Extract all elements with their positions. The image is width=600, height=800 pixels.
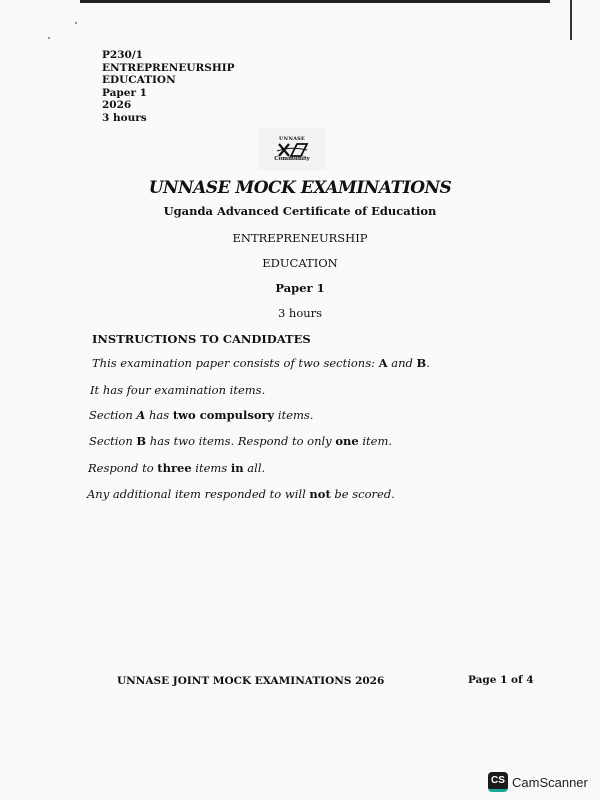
instruction-bold: not (309, 487, 331, 501)
scan-speck (75, 22, 77, 24)
instruction-text: and (387, 356, 417, 370)
instructions-heading: INSTRUCTIONS TO CANDIDATES (92, 332, 311, 346)
camscanner-icon: CS (488, 772, 508, 792)
header-duration: 3 hours (102, 111, 147, 124)
instruction-text: Respond to (88, 461, 158, 475)
instruction-text: be scored. (330, 487, 395, 501)
camscanner-watermark (488, 771, 588, 793)
instruction-bold: A (136, 408, 146, 422)
exam-title: UNNASE MOCK EXAMINATIONS (148, 178, 452, 198)
instruction-text: item. (358, 434, 393, 448)
subject-line1: ENTREPRENEURSHIP (232, 231, 368, 245)
instruction-text: . (426, 356, 430, 370)
instruction-bold: B (416, 356, 427, 370)
footer-exam-name: UNNASE JOINT MOCK EXAMINATIONS 2026 (117, 675, 385, 687)
instruction-bold: one (335, 434, 359, 448)
instruction-section-b (89, 434, 392, 448)
instruction-additional-items (87, 487, 395, 501)
instruction-text: items (191, 461, 231, 475)
header-subject-line1: ENTREPRENEURSHIP (102, 61, 235, 74)
header-subject-line2: EDUCATION (102, 74, 176, 86)
instruction-text: has (145, 408, 173, 422)
header-year: 2026 (102, 99, 132, 111)
exam-duration: 3 hours (277, 306, 323, 320)
header-paper: Paper 1 (102, 86, 147, 99)
exam-subtitle: Uganda Advanced Certificate of Education (163, 204, 437, 218)
instruction-text: Section (89, 408, 137, 422)
logo-top-text: UNNASE (278, 136, 305, 142)
camscanner-brand: CamScanner (512, 774, 588, 790)
instruction-bold: two compulsory (172, 408, 275, 422)
instruction-bold: in (230, 461, 244, 475)
instruction-bold: B (136, 434, 147, 448)
instruction-text: This examination paper consists of two sections: (92, 356, 379, 370)
instruction-bold: A (378, 356, 388, 370)
page-right-edge (570, 0, 572, 40)
footer-page-number: Page 1 of 4 (468, 674, 534, 686)
instruction-sections (92, 356, 430, 370)
instruction-text: all. (243, 461, 266, 475)
instruction-text: has two items. Respond to only (146, 434, 336, 448)
unnase-logo (258, 128, 326, 170)
subject-line2: EDUCATION (262, 256, 338, 270)
logo-bottom-text: Community (274, 156, 310, 162)
instruction-item-count: It has four examination items. (90, 383, 266, 397)
instruction-respond-count (88, 461, 265, 475)
paper-number: Paper 1 (275, 281, 325, 295)
scan-speck (48, 37, 50, 39)
paper-header (102, 49, 235, 124)
page-top-edge (80, 0, 550, 3)
instruction-section-a (89, 408, 313, 422)
instruction-text: Section (89, 434, 137, 448)
instruction-text: Any additional item responded to will (87, 487, 310, 501)
paper-code: P230/1 (102, 49, 143, 61)
instruction-bold: three (157, 461, 192, 475)
instruction-text: items. (274, 408, 314, 422)
